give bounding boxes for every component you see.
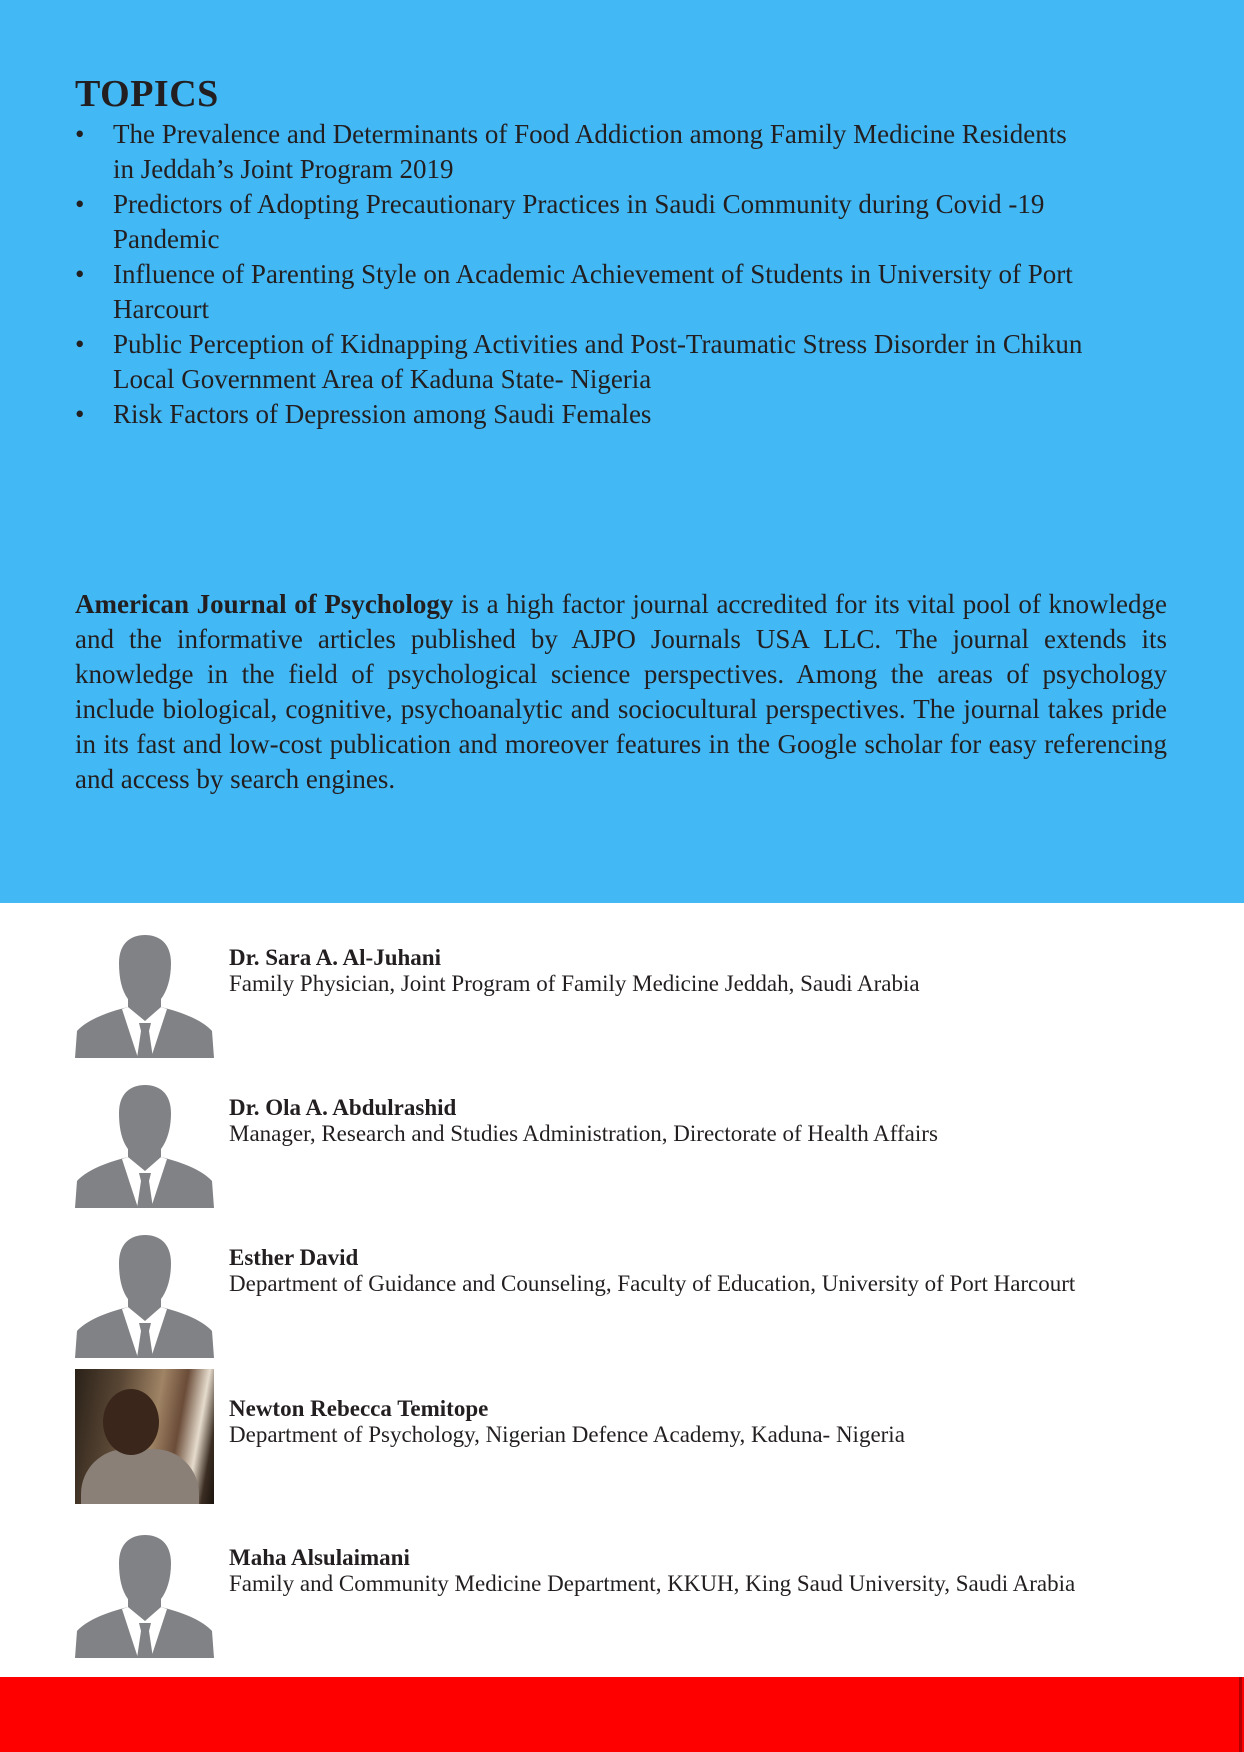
author-info	[229, 1545, 1075, 1597]
topic-item	[75, 257, 1175, 327]
topics-heading: TOPICS	[75, 73, 219, 115]
journal-description	[75, 587, 1167, 797]
author-name: Dr. Sara A. Al-Juhani	[229, 945, 441, 970]
bullet-icon: •	[75, 189, 85, 219]
topics-list	[75, 117, 1175, 432]
footer-band	[0, 1677, 1244, 1752]
author-name: Newton Rebecca Temitope	[229, 1396, 489, 1421]
topic-line: in Jeddah’s Joint Program 2019	[113, 154, 454, 184]
topic-line: Pandemic	[113, 224, 220, 254]
journal-description-text: is a high factor journal accredited for its vital pool of knowledge and the informative articles published by AJPO Journals USA LLC. The journal extends its knowledge in the field of psychological science perspectives. Among the areas of psychology include biological, cognitive, psychoanalytic and sociocultural perspectives. The journal takes pride in its fast and low-cost publication and moreover features in the Google scholar for easy referencing and access by search engines.	[75, 589, 1167, 794]
author-entry	[75, 933, 1215, 1073]
person-silhouette-icon	[75, 1083, 214, 1208]
author-info	[229, 945, 920, 997]
topic-item	[75, 187, 1175, 257]
person-silhouette-icon	[75, 1533, 214, 1658]
author-photo	[75, 1369, 214, 1504]
topic-line: Harcourt	[113, 294, 209, 324]
photo-shirt	[81, 1449, 199, 1504]
bullet-icon: •	[75, 119, 85, 149]
author-entry	[75, 1369, 1215, 1509]
author-entry	[75, 1233, 1215, 1373]
bullet-icon: •	[75, 399, 85, 429]
author-affiliation: Manager, Research and Studies Administration, Directorate of Health Affairs	[229, 1121, 938, 1146]
footer-edge	[1239, 1677, 1242, 1752]
bullet-icon: •	[75, 329, 85, 359]
author-name: Esther David	[229, 1245, 359, 1270]
topic-line: Risk Factors of Depression among Saudi Females	[113, 399, 652, 429]
author-info	[229, 1095, 938, 1147]
topic-item	[75, 397, 1175, 432]
author-affiliation: Family Physician, Joint Program of Family Medicine Jeddah, Saudi Arabia	[229, 971, 920, 996]
topic-line: Public Perception of Kidnapping Activities and Post-Traumatic Stress Disorder in Chikun	[113, 329, 1083, 359]
author-affiliation: Department of Psychology, Nigerian Defence Academy, Kaduna- Nigeria	[229, 1422, 905, 1447]
author-name: Maha Alsulaimani	[229, 1545, 410, 1570]
author-info	[229, 1396, 905, 1448]
bullet-icon: •	[75, 259, 85, 289]
photo-face	[103, 1389, 159, 1455]
author-entry	[75, 1083, 1215, 1223]
topic-item	[75, 327, 1175, 397]
person-silhouette-icon	[75, 1233, 214, 1358]
author-info	[229, 1245, 1075, 1297]
topic-line: Predictors of Adopting Precautionary Practices in Saudi Community during Covid -19	[113, 189, 1045, 219]
author-affiliation: Department of Guidance and Counseling, Faculty of Education, University of Port Harcourt	[229, 1271, 1076, 1296]
author-affiliation: Family and Community Medicine Department, KKUH, King Saud University, Saudi Arabia	[229, 1571, 1076, 1596]
person-silhouette-icon	[75, 933, 214, 1058]
topic-item	[75, 117, 1175, 187]
topic-line: Influence of Parenting Style on Academic Achievement of Students in University of Port	[113, 259, 1073, 289]
author-name: Dr. Ola A. Abdulrashid	[229, 1095, 457, 1120]
topic-line: Local Government Area of Kaduna State- Nigeria	[113, 364, 652, 394]
topic-line: The Prevalence and Determinants of Food Addiction among Family Medicine Residents	[113, 119, 1067, 149]
journal-name: American Journal of Psychology	[75, 589, 454, 619]
author-entry	[75, 1533, 1215, 1673]
